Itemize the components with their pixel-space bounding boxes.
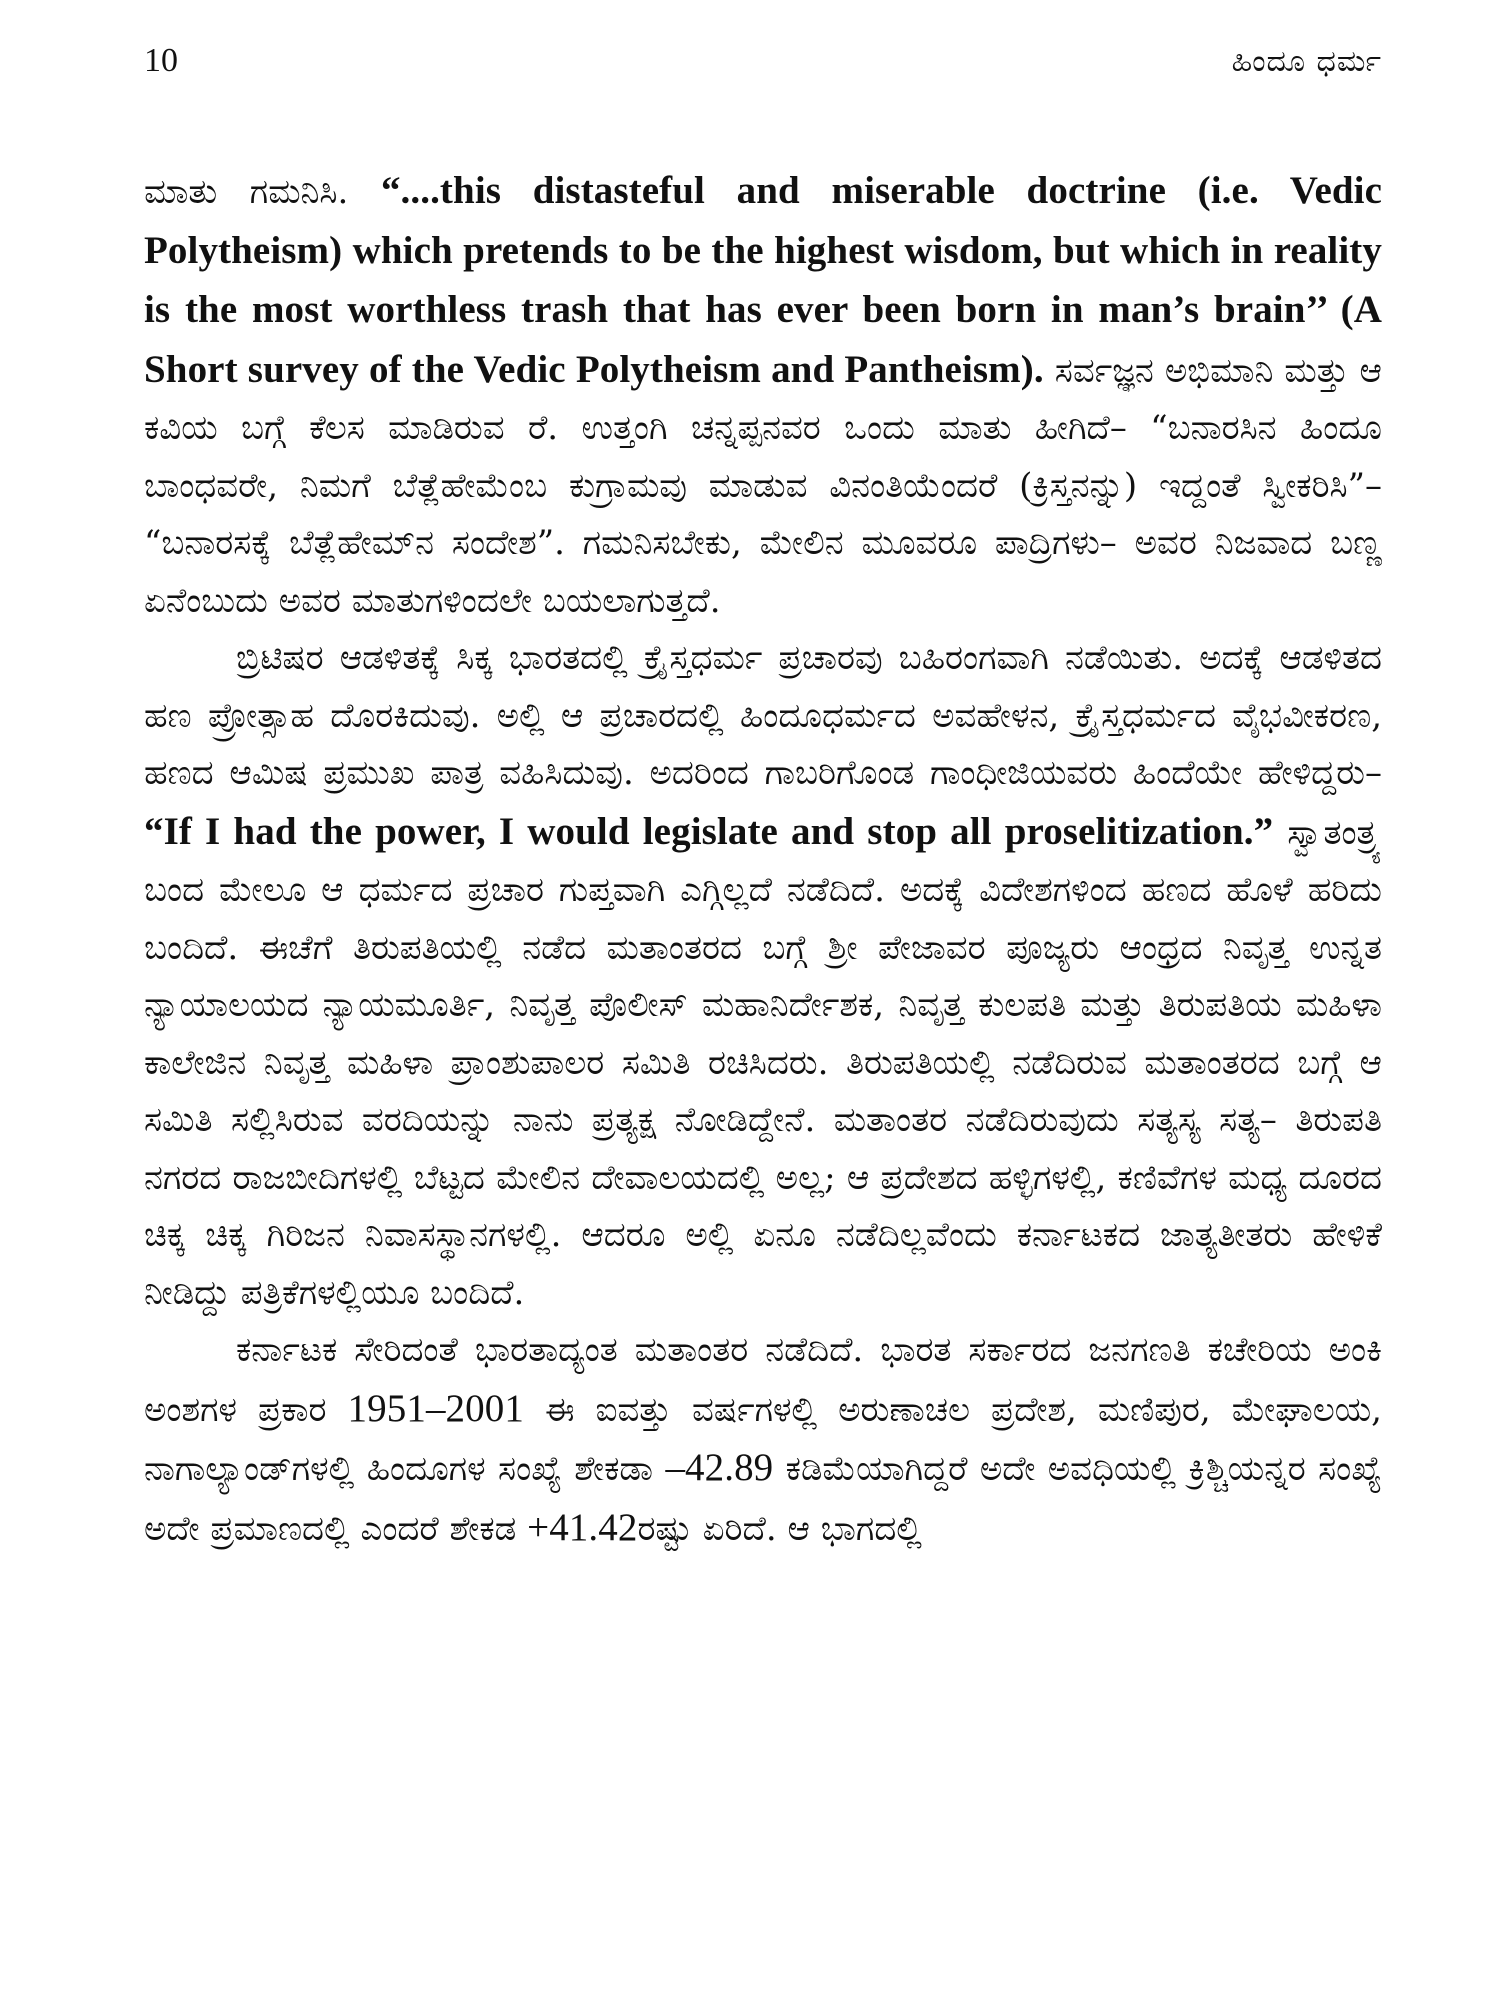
paragraph-2-rest: ಸ್ವಾತಂತ್ರ್ಯ ಬಂದ ಮೇಲೂ ಆ ಧರ್ಮದ ಪ್ರಚಾರ ಗುಪ್ತವಾಗಿ ಎಗ್ಗಿಲ್ಲದೆ ನಡೆದಿದೆ. ಅದಕ್ಕೆ ವಿದೇಶಗಳಿಂದ ಹಣದ ಹೊಳೆ ಹರಿದು ಬಂದಿದೆ. ಈಚೆಗೆ ತಿರುಪತಿಯಲ್ಲಿ ನಡೆದ ಮತಾಂತರದ ಬಗ್ಗೆ ಶ್ರೀ ಪೇಜಾವರ ಪೂಜ್ಯರು ಆಂಧ್ರದ ನಿವೃತ್ತ ಉನ್ನತ ನ್ಯಾಯಾಲಯದ ನ್ಯಾಯಮೂರ್ತಿ, ನಿವೃತ್ತ ಪೊಲೀಸ್ ಮಹಾನಿರ್ದೇಶಕ, ನಿವೃತ್ತ ಕುಲಪತಿ ಮತ್ತು ತಿರುಪತಿಯ ಮಹಿಳಾ ಕಾಲೇಜಿನ ನಿವೃತ್ತ ಮಹಿಳಾ ಪ್ರಾಂಶುಪಾಲರ ಸಮಿತಿ ರಚಿಸಿದರು. ತಿರುಪತಿಯಲ್ಲಿ ನಡೆದಿರುವ ಮತಾಂತರದ ಬಗ್ಗೆ ಆ ಸಮಿತಿ ಸಲ್ಲಿಸಿರುವ ವರದಿಯನ್ನು ನಾನು ಪ್ರತ್ಯಕ್ಷ ನೋಡಿದ್ದೇನೆ. ಮತಾಂತರ ನಡೆದಿರುವುದು ಸತ್ಯಸ್ಯ ಸತ್ಯ– ತಿರುಪತಿ ನಗರದ ರಾಜಬೀದಿಗಳಲ್ಲಿ ಬೆಟ್ಟದ ಮೇಲಿನ ದೇವಾಲಯದಲ್ಲಿ ಅಲ್ಲ; ಆ ಪ್ರದೇಶದ ಹಳ್ಳಿಗಳಲ್ಲಿ, ಕಣಿವೆಗಳ ಮಧ್ಯ ದೂರದ ಚಿಕ್ಕ ಚಿಕ್ಕ ಗಿರಿಜನ ನಿವಾಸಸ್ಥಾನಗಳಲ್ಲಿ. ಆದರೂ ಅಲ್ಲಿ ಏನೂ ನಡೆದಿಲ್ಲವೆಂದು ಕರ್ನಾಟಕದ ಜಾತ್ಯತೀತರು ಹೇಳಿಕೆ ನೀಡಿದ್ದು ಪತ್ರಿಕೆಗಳಲ್ಲಿಯೂ ಬಂದಿದೆ. <box>144 812 1383 1313</box>
gandhi-quotation: “If I had the power, I would legislate and stop all proselitization.” <box>144 809 1274 853</box>
paragraph-1 <box>144 162 1382 630</box>
paragraph-1-rest: ಸರ್ವಜ್ಞನ ಅಭಿಮಾನಿ ಮತ್ತು ಆ ಕವಿಯ ಬಗ್ಗೆ ಕೆಲಸ ಮಾಡಿರುವ ರೆ. ಉತ್ತಂಗಿ ಚನ್ನಪ್ಪನವರ ಒಂದು ಮಾತು ಹೀಗಿದೆ– “ಬನಾರಸಿನ ಹಿಂದೂ ಬಾಂಧವರೇ, ನಿಮಗೆ ಬೆತ್ಲೆಹೇಮೆಂಬ ಕುಗ್ರಾಮವು ಮಾಡುವ ವಿನಂತಿಯೆಂದರೆ (ಕ್ರಿಸ್ತನನ್ನು) ಇದ್ದಂತೆ ಸ್ವೀಕರಿಸಿ”– “ಬನಾರಸಕ್ಕೆ ಬೆತ್ಲೆಹೇಮ್‌ನ ಸಂದೇಶ”. ಗಮನಿಸಬೇಕು, ಮೇಲಿನ ಮೂವರೂ ಪಾದ್ರಿಗಳು– ಅವರ ನಿಜವಾದ ಬಣ್ಣ ಏನೆಂಬುದು ಅವರ ಮಾತುಗಳಿಂದಲೇ ಬಯಲಾಗುತ್ತದೆ. <box>144 350 1382 621</box>
running-title: ಹಿಂದೂ ಧರ್ಮ <box>1231 44 1382 79</box>
running-head <box>144 44 1382 104</box>
paragraph-1-lead: ಮಾತು ಗಮನಿಸಿ. <box>144 172 381 212</box>
christian-increase-percent: +41.42 <box>527 1505 638 1549</box>
paragraph-3-part-c: ಕಡಿಮೆಯಾಗಿದ್ದರೆ ಅದೇ ಅವಧಿಯಲ್ಲಿ ಕ್ರಿಶ್ಚಿಯನ್ನರ ಸಂಖ್ಯೆ ಅದೇ ಪ್ರಮಾಣದಲ್ಲಿ ಎಂದರೆ ಶೇಕಡ <box>144 1449 1383 1549</box>
paragraph-3 <box>144 1322 1382 1558</box>
paragraph-3-part-d: ರಷ್ಟು ಏರಿದೆ. ಆ ಭಾಗದಲ್ಲಿ <box>637 1508 922 1549</box>
paragraph-2 <box>144 630 1382 1322</box>
body-text <box>144 162 1382 1558</box>
paragraph-2-lead: ಬ್ರಿಟಿಷರ ಆಡಳಿತಕ್ಕೆ ಸಿಕ್ಕ ಭಾರತದಲ್ಲಿ ಕ್ರೈಸ್ತಧರ್ಮ ಪ್ರಚಾರವು ಬಹಿರಂಗವಾಗಿ ನಡೆಯಿತು. ಅದಕ್ಕೆ ಆಡಳಿತದ ಹಣ ಪ್ರೋತ್ಸಾಹ ದೊರಕಿದುವು. ಅಲ್ಲಿ ಆ ಪ್ರಚಾರದಲ್ಲಿ ಹಿಂದೂಧರ್ಮದ ಅವಹೇಳನ, ಕ್ರೈಸ್ತಧರ್ಮದ ವೈಭವೀಕರಣ, ಹಣದ ಆಮಿಷ ಪ್ರಮುಖ ಪಾತ್ರ ವಹಿಸಿದುವು. ಅದರಿಂದ ಗಾಬರಿಗೊಂಡ ಗಾಂಧೀಜಿಯವರು ಹಿಂದೆಯೇ ಹೇಳಿದ್ದರು– <box>144 638 1382 793</box>
page-number: 10 <box>144 42 178 79</box>
hindu-decline-percent: –42.89 <box>665 1446 774 1489</box>
paragraph-3-part-b: ಈ ಐವತ್ತು ವರ್ಷಗಳಲ್ಲಿ ಅರುಣಾಚಲ ಪ್ರದೇಶ, ಮಣಿಪುರ, ಮೇಘಾಲಯ, ನಾಗಾಲ್ಯಾಂಡ್‌ಗಳಲ್ಲಿ ಹಿಂದೂಗಳ ಸಂಖ್ಯೆ ಶೇಕಡಾ <box>144 1389 1382 1489</box>
paragraph-3-lead: ಕರ್ನಾಟಕ ಸೇರಿದಂತೆ ಭಾರತಾದ್ಯಂತ ಮತಾಂತರ ನಡೆದಿದೆ. ಭಾರತ ಸರ್ಕಾರದ ಜನಗಣತಿ ಕಚೇರಿಯ ಅಂಕಿ ಅಂಶಗಳ ಪ್ರಕಾರ <box>144 1330 1382 1430</box>
english-quotation: “....this distasteful and miserable doctrine (i.e. Vedic Polytheism) which pretends to be the highest wisdom, but which in reality is the most worthless trash that has ever been born in man’s brain’’ (A Short survey of the Vedic Polytheism and Pantheism). <box>144 169 1382 391</box>
census-years: 1951–2001 <box>347 1386 524 1430</box>
